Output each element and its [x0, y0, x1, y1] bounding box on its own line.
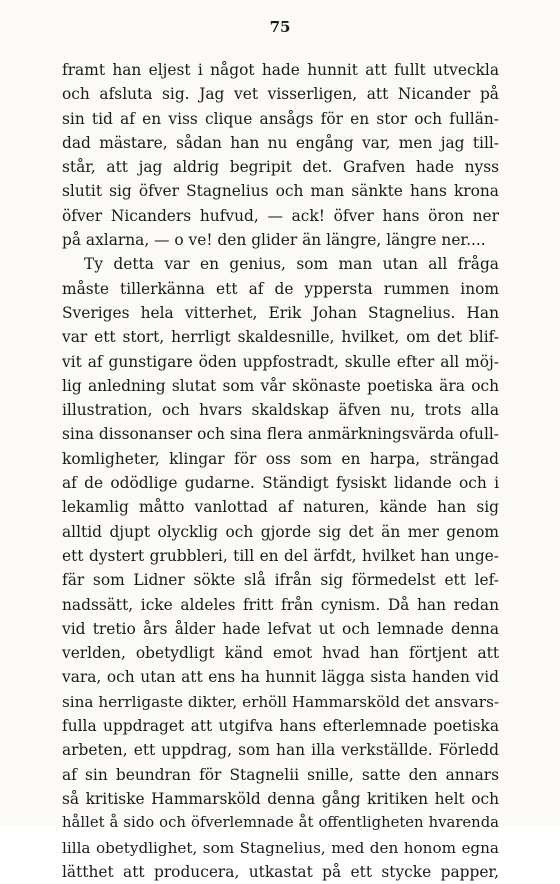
text-line: hållet å sido och öfverlemnade åt offentligheten hvarenda	[62, 814, 499, 832]
text-line: på axlarna, — o ve! den glider än längre, längre ner....	[62, 231, 486, 250]
text-line: måste tillerkänna ett af de yppersta rummen inom	[62, 279, 499, 298]
text-line: vara, och utan att ens ha hunnit lägga sista handen vid	[62, 668, 499, 687]
text-line: öfver Nicanders hufvud, — ack! öfver hans öron ner	[62, 206, 499, 225]
text-line: sina dissonanser och sina flera anmärkningsvärda ofull-	[62, 425, 499, 444]
text-line: nadssätt, icke aldeles fritt från cynism. Då han redan	[62, 595, 499, 614]
text-line: alltid djupt olycklig och gjorde sig det än mer genom	[62, 522, 499, 541]
text-line: slutit sig öfver Stagnelius och man sänkte hans krona	[62, 182, 499, 201]
text-line: sina herrligaste dikter, erhöll Hammarsköld det ansvars-	[62, 692, 499, 711]
text-line: var ett stort, herrligt skaldesnille, hvilket, om det blif-	[62, 328, 499, 347]
text-line: vit af gunstigare öden uppfostradt, skulle efter all möj-	[62, 352, 499, 371]
text-line: Sveriges hela vitterhet, Erik Johan Stagnelius. Han	[62, 303, 499, 322]
page-number: 75	[269, 18, 291, 36]
text-line: lig anledning slutat som vår skönaste poetiska ära och	[62, 376, 499, 395]
text-line: dad mästare, sådan han nu engång var, men jag till-	[62, 133, 499, 152]
text-line: lilla obetydlighet, som Stagnelius, med den honom egna	[62, 838, 499, 857]
text-line: lekamlig måtto vanlottad af naturen, kände han sig	[62, 498, 499, 517]
text-line: Ty detta var en genius, som man utan all fråga	[84, 255, 499, 274]
text-line: komligheter, klingar för oss som en harpa, strängad	[62, 449, 499, 468]
text-line: af sin beundran för Stagnelii snille, satte den annars	[62, 765, 499, 784]
text-line: lätthet att producera, utkastat på ett stycke papper,	[62, 862, 499, 881]
text-line: ett dystert grubbleri, till en del ärfdt, hvilket han unge-	[62, 546, 499, 565]
body-text	[62, 58, 499, 884]
text-line: arbeten, ett uppdrag, som han illa verkställde. Förledd	[62, 741, 499, 760]
text-line: står, att jag aldrig begripit det. Grafven hade nyss	[62, 158, 499, 177]
text-line: af de odödlige gudarne. Ständigt fysiskt lidande och i	[62, 474, 499, 493]
text-line: illustration, och hvars skaldskap äfven nu, trots alla	[62, 401, 499, 420]
text-line: sin tid af en viss clique ansågs för en stor och fullän-	[62, 109, 499, 128]
text-line: framt han eljest i något hade hunnit att fullt utveckla	[62, 61, 499, 79]
text-line: fär som Lidner sökte slå ifrån sig förmedelst ett lef-	[62, 571, 499, 590]
text-line: så kritiske Hammarsköld denna gång kritiken helt och	[62, 789, 499, 808]
text-line: vid tretio års ålder hade lefvat ut och lemnade denna	[62, 619, 499, 638]
text-line: fulla uppdraget att utgifva hans efterlemnade poetiska	[62, 717, 499, 736]
text-line: och afsluta sig. Jag vet visserligen, att Nicander på	[62, 85, 499, 104]
text-line: verlden, obetydligt känd emot hvad han förtjent att	[62, 644, 499, 663]
